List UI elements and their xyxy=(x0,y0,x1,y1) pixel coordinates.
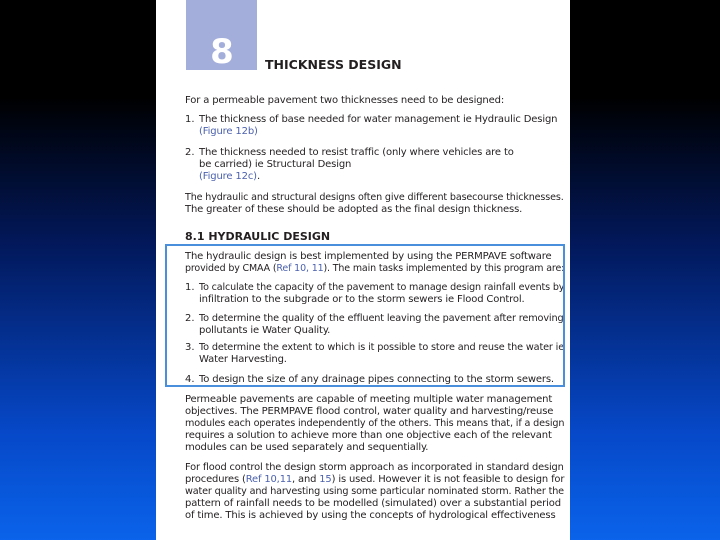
paragraph-line: Permeable pavements are capable of meeting multiple water management xyxy=(185,394,553,405)
paragraph-line: modules can be used separately and sequentially. xyxy=(185,442,429,453)
list-item-text: be carried) ie Structural Design xyxy=(199,159,352,170)
paragraph-line: The greater of these should be adopted as the final design thickness. xyxy=(185,204,523,215)
list-item-text: The thickness needed to resist traffic (only where vehicles are to xyxy=(199,147,514,158)
paragraph-line: water quality and harvesting using some particular nominated storm. Rather the xyxy=(185,486,564,497)
figure-reference[interactable]: (Figure 12c) xyxy=(199,171,257,182)
chapter-title: THICKNESS DESIGN xyxy=(265,57,402,72)
list-item-text: Water Harvesting. xyxy=(199,354,287,365)
list-item-number: 1. xyxy=(185,282,195,293)
list-item-text: To design the size of any drainage pipes connecting to the storm sewers. xyxy=(199,374,554,385)
paragraph-line: For flood control the design storm approach as incorporated in standard design xyxy=(185,462,564,473)
paragraph-line: of time. This is achieved by using the concepts of hydrological effectiveness xyxy=(185,510,556,521)
paragraph-line: The hydraulic design is best implemented by using the PERMPAVE software xyxy=(185,251,552,262)
list-item-text: infiltration to the subgrade or to the storm sewers ie Flood Control. xyxy=(199,294,525,305)
figure-reference[interactable]: (Figure 12b) xyxy=(199,126,258,137)
list-item-number: 3. xyxy=(185,342,195,353)
chapter-number: 8 xyxy=(210,32,233,72)
list-item-ref-line xyxy=(199,171,260,182)
intro-text: For a permeable pavement two thicknesses need to be designed: xyxy=(185,95,505,106)
text-span: , and xyxy=(292,474,320,485)
paragraph-line: The hydraulic and structural designs often give different basecourse thicknesses. xyxy=(185,192,564,203)
list-item-number: 2. xyxy=(185,313,195,324)
list-item-number: 4. xyxy=(185,374,195,385)
reference-link[interactable]: 15 xyxy=(319,474,332,485)
list-item-number: 2. xyxy=(185,147,195,158)
paragraph-line: pattern of rainfall needs to be modelled (simulated) over a substantial period xyxy=(185,498,561,509)
list-item-text: To calculate the capacity of the pavement to manage design rainfall events by xyxy=(199,282,565,293)
text-span: ). The main tasks implemented by this program are: xyxy=(323,263,565,274)
reference-link[interactable]: Ref 10, 11 xyxy=(276,263,324,274)
text-span: ) is used. However it is not feasible to design for xyxy=(331,474,565,485)
list-item-text: To determine the extent to which is it possible to store and reuse the water ie xyxy=(199,342,565,353)
paragraph-line: objectives. The PERMPAVE flood control, water quality and harvesting/reuse xyxy=(185,406,554,417)
paragraph-line: modules each operates independently of the others. This means that, if a design xyxy=(185,418,565,429)
ref-suffix: . xyxy=(256,171,260,182)
paragraph-line: requires a solution to achieve more than one objective each of the relevant xyxy=(185,430,552,441)
reference-link[interactable]: Ref 10,11 xyxy=(245,474,293,485)
list-item-text: To determine the quality of the effluent leaving the pavement after removing xyxy=(199,313,564,324)
list-item-text: pollutants ie Water Quality. xyxy=(199,325,331,336)
highlight-box xyxy=(165,244,565,387)
paragraph-line xyxy=(185,474,564,485)
list-item-number: 1. xyxy=(185,114,195,125)
list-item-text: The thickness of base needed for water management ie Hydraulic Design xyxy=(199,114,558,125)
text-span: procedures ( xyxy=(185,474,246,485)
chapter-number-box xyxy=(186,0,257,70)
section-heading: 8.1 HYDRAULIC DESIGN xyxy=(185,230,331,243)
text-span: provided by CMAA ( xyxy=(185,263,277,274)
